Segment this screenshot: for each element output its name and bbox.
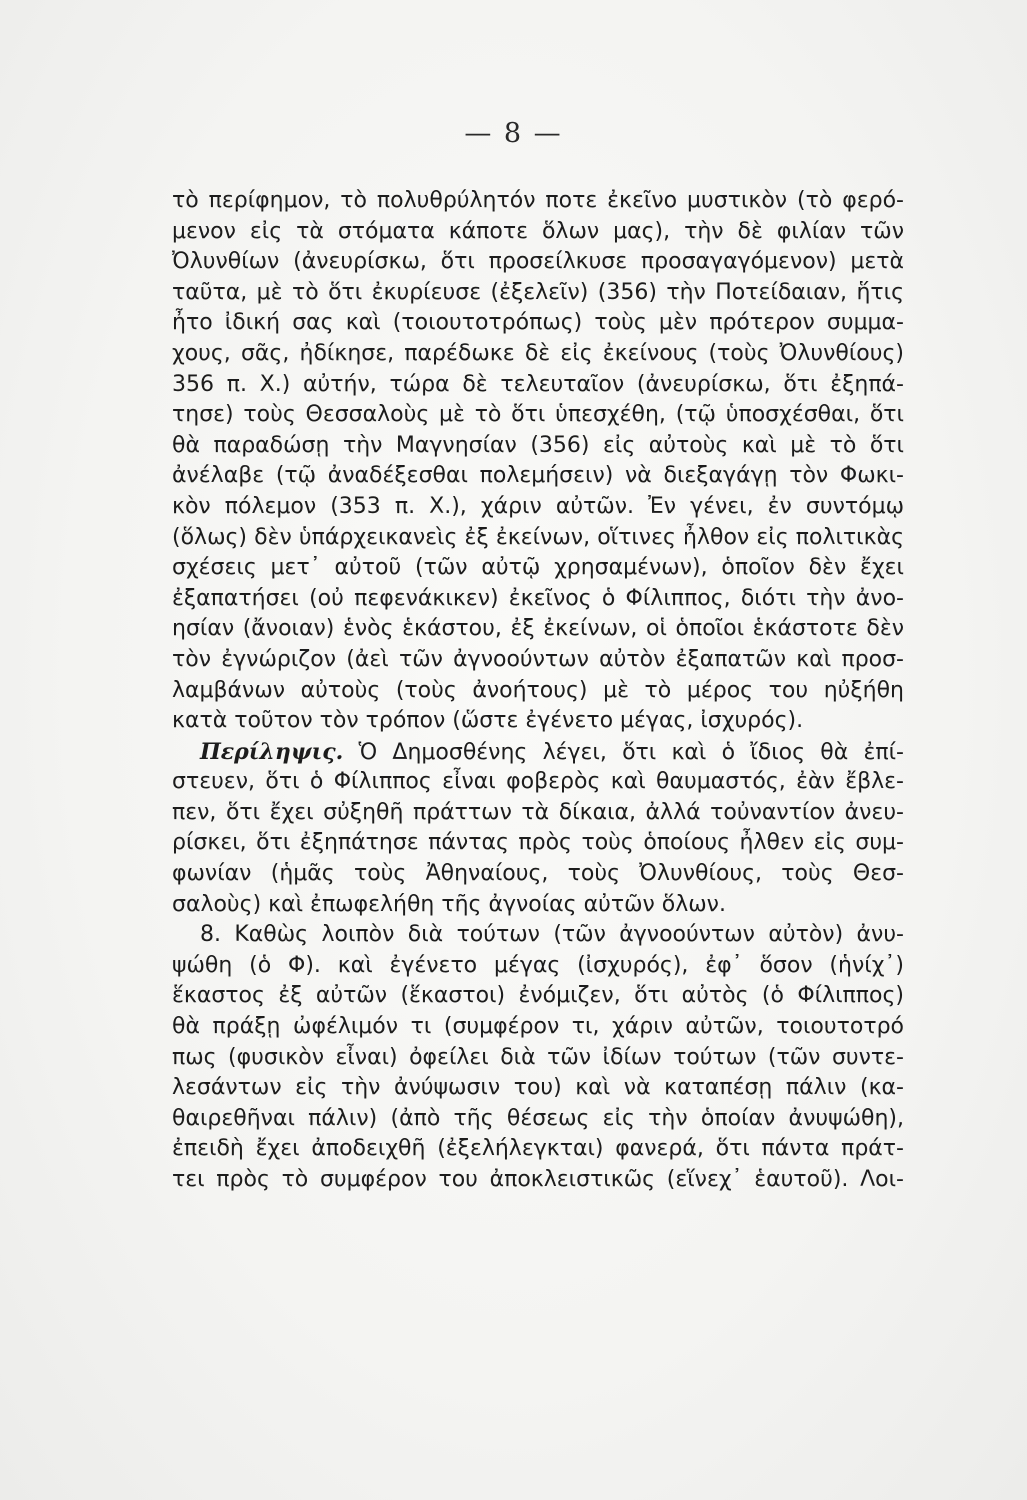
text-line: ἦτο ἰδική σας καὶ (τοιουτοτρόπως) τοὺς μὲν πρότερον συμμα- [172,310,904,336]
text-line: Ὀλυνθίων (ἀνευρίσκω, ὅτι προσείλκυσε προσαγαγόμενον) μετὰ [172,249,904,275]
summary-first-line-text: Ὁ Δημοσθένης λέγει, ὅτι καὶ ὁ ἴδιος θὰ ἐπί- [358,739,904,765]
paragraph-continuation [172,186,904,737]
text-line: ταῦτα, μὲ τὸ ὅτι ἐκυρίευσε (ἐξελεῖν) (356) τὴν Ποτείδαιαν, ἥτις [172,279,904,305]
text-line: ρίσκει, ὅτι ἐξηπάτησε πάντας πρὸς τοὺς ὁποίους ἦλθεν εἰς συμ- [172,830,904,856]
section-8-paragraph [172,920,904,1195]
text-line: ψώθη (ὁ Φ). καὶ ἐγένετο μέγας (ἰσχυρός), ἐφ᾿ ὅσον (ἡνίχ᾿) [172,952,904,978]
summary-first-line [172,737,904,768]
page-number: — 8 — [464,118,563,149]
text-line: θὰ παραδώσῃ τὴν Μαγνησίαν (356) εἰς αὐτοὺς καὶ μὲ τὸ ὅτι [172,432,904,458]
text-line: κατὰ τοῦτον τὸν τρόπον (ὥστε ἐγένετο μέγας, ἰσχυρός). [172,708,804,734]
summary-paragraph [172,737,904,921]
text-line: τει πρὸς τὸ συμφέρον του ἀποκλειστικῶς (εἵνεχ᾿ ἑαυτοῦ). Λοι- [172,1167,904,1192]
text-line: τὸ περίφημον, τὸ πολυθρύλητόν ποτε ἐκεῖνο μυστικὸν (τὸ φερό- [172,188,904,213]
text-line: πως (φυσικὸν εἶναι) ὀφείλει διὰ τῶν ἰδίων τούτων (τῶν συντε- [172,1044,904,1070]
text-line: λαμβάνων αὐτοὺς (τοὺς ἀνοήτους) μὲ τὸ μέρος του ηὐξήθη [172,677,904,703]
text-line: λεσάντων εἰς τὴν ἀνύψωσιν του) καὶ νὰ καταπέσῃ πάλιν (κα- [172,1075,904,1101]
text-line: 356 π. Χ.) αὐτήν, τώρα δὲ τελευταῖον (ἀνευρίσκω, ὅτι ἐξηπά- [172,371,904,397]
text-line: ἐξαπατήσει (οὐ πεφενάκικεν) ἐκεῖνος ὁ Φίλιππος, διότι τὴν ἀνο- [172,585,904,611]
text-line: θὰ πράξῃ ὠφέλιμόν τι (συμφέρον τι, χάριν αὐτῶν, τοιουτοτρό [172,1014,904,1040]
text-line: ἀνέλαβε (τῷ ἀναδέξεσθαι πολεμήσειν) νὰ διεξαγάγῃ τὸν Φωκι- [172,463,904,489]
text-line: ἕκαστος ἐξ αὐτῶν (ἕκαστοι) ἐνόμιζεν, ὅτι αὐτὸς (ὁ Φίλιππος) [172,983,904,1009]
text-line: φωνίαν (ἡμᾶς τοὺς Ἀθηναίους, τοὺς Ὀλυνθίους, τοὺς Θεσ- [172,861,904,887]
text-line: τησε) τοὺς Θεσσαλοὺς μὲ τὸ ὅτι ὑπεσχέθη, (τῷ ὑποσχέσθαι, ὅτι [172,402,904,428]
text-line: σχέσεις μετ᾿ αὐτοῦ (τῶν αὐτῷ χρησαμένων), ὁποῖον δὲν ἔχει [172,555,904,581]
text-line: στευεν, ὅτι ὁ Φίλιππος εἶναι φοβερὸς καὶ θαυμαστός, ἐὰν ἔβλε- [172,769,904,795]
text-line: κὸν πόλεμον (353 π. Χ.), χάριν αὐτῶν. Ἐν γένει, ἐν συντόμῳ [172,493,904,519]
text-line: ἐπειδὴ ἔχει ἀποδειχθῆ (ἐξελήλεγκται) φανερά, ὅτι πάντα πράτ- [172,1136,904,1162]
summary-heading: Περίληψις. [200,738,344,765]
text-line: τὸν ἐγνώριζον (ἀεὶ τῶν ἀγνοούντων αὐτὸν ἐξαπατῶν καὶ προσ- [172,646,904,672]
text-line: μενον εἰς τὰ στόματα κάποτε ὅλων μας), τὴν δὲ φιλίαν τῶν [172,218,904,244]
text-line: (ὅλως) δὲν ὑπάρχεικανεὶς ἐξ ἐκείνων, οἵτινες ἦλθον εἰς πολιτικὰς [172,524,904,550]
text-line: χους, σᾶς, ἠδίκησε, παρέδωκε δὲ εἰς ἐκείνους (τοὺς Ὀλυνθίους) [172,340,904,366]
body-text [172,186,904,1196]
text-line: πεν, ὅτι ἔχει σὐξηθῆ πράττων τὰ δίκαια, ἀλλά τοὐναντίον ἀνευ- [172,799,904,825]
text-line: 8. Καθὼς λοιπὸν διὰ τούτων (τῶν ἀγνοούντων αὐτὸν) ἀνυ- [200,922,904,948]
text-line: ησίαν (ἄνοιαν) ἑνὸς ἑκάστου, ἐξ ἐκείνων, οἱ ὁποῖοι ἑκάστοτε δὲν [172,616,904,642]
text-line: σαλοὺς) καὶ ἐπωφελήθη τῆς ἀγνοίας αὐτῶν ὅλων. [172,891,726,917]
text-line: θαιρεθῆναι πάλιν) (ἀπὸ τῆς θέσεως εἰς τὴν ὁποίαν ἀνυψώθη), [172,1105,904,1131]
